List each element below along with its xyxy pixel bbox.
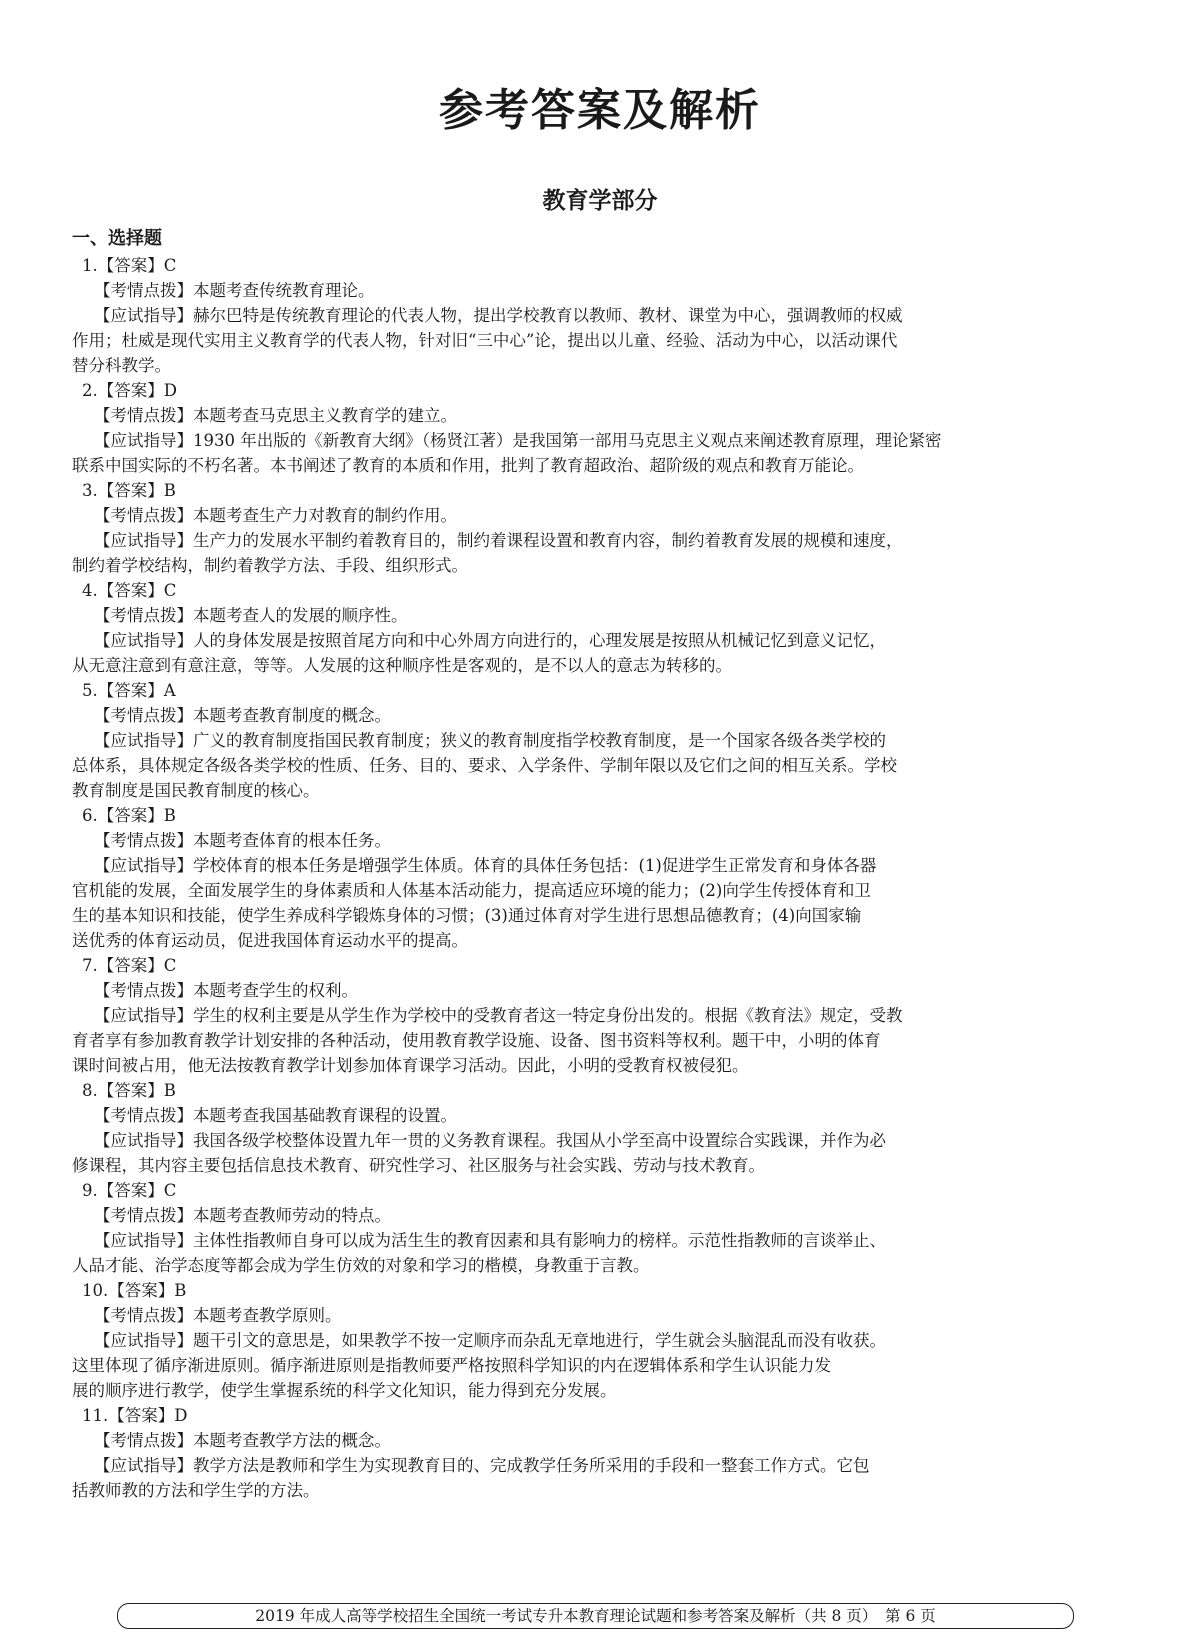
answer-line [72,378,1130,403]
page-footer: 2019 年成人高等学校招生全国统一考试专升本教育理论试题和参考答案及解析（共 8 页） 第 6 页 [117,1603,1074,1629]
guide-line [72,778,1130,803]
guide-text: 作用；杜威是现代实用主义教育学的代表人物，针对旧“三中心”论，提出以儿童、经验、活动为中心，以活动课代 [72,331,898,350]
answer-value: B [163,481,176,500]
answer-value: B [163,1081,176,1100]
answer-value: C [163,956,177,975]
guide-text: 总体系，具体规定各级各类学校的性质、任务、目的、要求、入学条件、学制年限以及它们之间的相互关系。学校 [72,756,897,775]
guide-tag: 【应试指导】 [94,1006,193,1025]
answer-content [72,225,1130,1503]
guide-line [72,528,1130,553]
point-text: 本题考查学生的权利。 [193,981,358,1000]
guide-text: 教学方法是教师和学生为实现教育目的、完成教学任务所采用的手段和一整套工作方式。它包 [193,1456,870,1475]
guide-line [72,1478,1130,1503]
guide-tag: 【应试指导】 [94,631,193,650]
question-number: 8. [82,1081,98,1100]
guide-text: 1930 年出版的《新教育大纲》（杨贤江著）是我国第一部用马克思主义观点来阐述教育原理，理论紧密 [193,431,942,450]
point-tag: 【考情点拨】 [94,1306,193,1325]
guide-text: 教育制度是国民教育制度的核心。 [72,781,320,800]
guide-text: 我国各级学校整体设置九年一贯的义务教育课程。我国从小学至高中设置综合实践课，并作为必 [193,1131,886,1150]
question-item [72,1278,1130,1403]
question-number: 1. [82,256,98,275]
point-line [72,503,1130,528]
point-text: 本题考查教学方法的概念。 [193,1431,391,1450]
guide-line [72,928,1130,953]
guide-text: 生产力的发展水平制约着教育目的，制约着课程设置和教育内容，制约着教育发展的规模和速度， [193,531,903,550]
guide-text: 括教师教的方法和学生学的方法。 [72,1481,320,1500]
point-line [72,1103,1130,1128]
guide-line [72,453,1130,478]
answer-tag: 【答案】 [97,581,164,600]
point-text: 本题考查教学原则。 [193,1306,342,1325]
answer-value: D [163,381,177,400]
point-line [72,1428,1130,1453]
point-tag: 【考情点拨】 [94,606,193,625]
guide-text: 从无意注意到有意注意，等等。人发展的这种顺序性是客观的，是不以人的意志为转移的。 [72,656,732,675]
point-line [72,978,1130,1003]
point-line [72,1303,1130,1328]
section-title: 教育学部分 [542,188,658,214]
guide-tag: 【应试指导】 [94,731,193,750]
guide-line [72,1453,1130,1478]
guide-text: 这里体现了循序渐进原则。循序渐进原则是指教师要严格按照科学知识的内在逻辑体系和学生认识能力发 [72,1356,831,1375]
answer-tag: 【答案】 [97,481,164,500]
answer-tag: 【答案】 [97,1181,164,1200]
guide-text: 展的顺序进行教学，使学生掌握系统的科学文化知识，能力得到充分发展。 [72,1381,617,1400]
question-number: 4. [82,581,98,600]
point-text: 本题考查体育的根本任务。 [193,831,391,850]
guide-line [72,328,1130,353]
guide-text: 主体性指教师自身可以成为活生生的教育因素和具有影响力的榜样。示范性指教师的言谈举止、 [193,1231,886,1250]
answer-line [72,253,1130,278]
point-text: 本题考查马克思主义教育学的建立。 [193,406,457,425]
point-line [72,1203,1130,1228]
answer-value: D [174,1406,188,1425]
answer-tag: 【答案】 [97,681,164,700]
guide-text: 官机能的发展，全面发展学生的身体素质和人体基本活动能力，提高适应环境的能力；(2)向学生传授体育和卫 [72,881,871,900]
question-number: 7. [82,956,98,975]
point-text: 本题考查生产力对教育的制约作用。 [193,506,457,525]
answer-value: C [163,1181,177,1200]
guide-tag: 【应试指导】 [94,531,193,550]
question-number: 9. [82,1181,98,1200]
point-text: 本题考查人的发展的顺序性。 [193,606,408,625]
guide-line [72,1028,1130,1053]
question-item [72,1078,1130,1178]
guide-tag: 【应试指导】 [94,306,193,325]
guide-line [72,1053,1130,1078]
guide-line [72,753,1130,778]
guide-text: 人品才能、治学态度等都会成为学生仿效的对象和学习的楷模，身教重于言教。 [72,1256,650,1275]
answer-line [72,1278,1130,1303]
question-number: 2. [82,381,98,400]
answer-value: C [163,581,177,600]
question-item [72,678,1130,803]
guide-line [72,353,1130,378]
guide-text: 赫尔巴特是传统教育理论的代表人物，提出学校教育以教师、教材、课堂为中心，强调教师的权威 [193,306,903,325]
part-heading: 一、选择题 [72,228,162,249]
guide-tag: 【应试指导】 [94,431,193,450]
point-text: 本题考查教育制度的概念。 [193,706,391,725]
guide-text: 制约着学校结构，制约着教学方法、手段、组织形式。 [72,556,468,575]
guide-line [72,1353,1130,1378]
point-tag: 【考情点拨】 [94,706,193,725]
guide-line [72,553,1130,578]
question-item [72,803,1130,953]
question-item [72,378,1130,478]
guide-line [72,1328,1130,1353]
question-number: 6. [82,806,98,825]
question-item [72,1178,1130,1278]
answer-tag: 【答案】 [97,806,164,825]
guide-line [72,853,1130,878]
guide-text: 学校体育的根本任务是增强学生体质。体育的具体任务包括：(1)促进学生正常发育和身体各器 [193,856,877,875]
answer-value: A [163,681,176,700]
point-tag: 【考情点拨】 [94,406,193,425]
guide-text: 替分科教学。 [72,356,171,375]
answer-line [72,1403,1130,1428]
guide-tag: 【应试指导】 [94,1456,193,1475]
answer-tag: 【答案】 [97,381,164,400]
question-item [72,478,1130,578]
answer-value: B [174,1281,187,1300]
guide-line [72,1003,1130,1028]
point-tag: 【考情点拨】 [94,506,193,525]
point-line [72,278,1130,303]
answer-line [72,953,1130,978]
question-item [72,953,1130,1078]
guide-line [72,1253,1130,1278]
question-number: 5. [82,681,98,700]
guide-line [72,653,1130,678]
guide-tag: 【应试指导】 [94,1331,193,1350]
answer-line [72,803,1130,828]
point-line [72,828,1130,853]
page-title: 参考答案及解析 [439,85,761,136]
guide-text: 生的基本知识和技能，使学生养成科学锻炼身体的习惯；(3)通过体育对学生进行思想品德教育；(4)向国家输 [72,906,862,925]
guide-text: 课时间被占用，他无法按教育教学计划参加体育课学习活动。因此，小明的受教育权被侵犯。 [72,1056,749,1075]
question-item [72,578,1130,678]
answer-line [72,1078,1130,1103]
answer-value: C [163,256,177,275]
answer-tag: 【答案】 [108,1406,175,1425]
point-tag: 【考情点拨】 [94,281,193,300]
guide-tag: 【应试指导】 [94,1231,193,1250]
guide-line [72,728,1130,753]
guide-line [72,1228,1130,1253]
answer-tag: 【答案】 [97,1081,164,1100]
point-text: 本题考查传统教育理论。 [193,281,375,300]
guide-line [72,903,1130,928]
question-number: 3. [82,481,98,500]
guide-line [72,303,1130,328]
point-line [72,403,1130,428]
guide-line [72,1153,1130,1178]
guide-line [72,878,1130,903]
guide-text: 修课程，其内容主要包括信息技术教育、研究性学习、社区服务与社会实践、劳动与技术教育。 [72,1156,765,1175]
answer-line [72,478,1130,503]
answer-line [72,578,1130,603]
answer-value: B [163,806,176,825]
question-item [72,253,1130,378]
guide-text: 题干引文的意思是，如果教学不按一定顺序而杂乱无章地进行，学生就会头脑混乱而没有收获。 [193,1331,886,1350]
guide-line [72,428,1130,453]
point-line [72,603,1130,628]
point-tag: 【考情点拨】 [94,1206,193,1225]
point-line [72,703,1130,728]
guide-text: 送优秀的体育运动员，促进我国体育运动水平的提高。 [72,931,468,950]
point-tag: 【考情点拨】 [94,1431,193,1450]
guide-text: 人的身体发展是按照首尾方向和中心外周方向进行的，心理发展是按照从机械记忆到意义记忆， [193,631,886,650]
guide-line [72,1128,1130,1153]
answer-line [72,678,1130,703]
guide-text: 学生的权利主要是从学生作为学校中的受教育者这一特定身份出发的。根据《教育法》规定，受教 [193,1006,903,1025]
guide-line [72,628,1130,653]
point-text: 本题考查教师劳动的特点。 [193,1206,391,1225]
point-tag: 【考情点拨】 [94,981,193,1000]
guide-tag: 【应试指导】 [94,856,193,875]
guide-line [72,1378,1130,1403]
point-tag: 【考情点拨】 [94,1106,193,1125]
answer-tag: 【答案】 [97,956,164,975]
answer-tag: 【答案】 [108,1281,175,1300]
question-list [72,253,1130,1503]
point-tag: 【考情点拨】 [94,831,193,850]
question-item [72,1403,1130,1503]
guide-text: 联系中国实际的不朽名著。本书阐述了教育的本质和作用，批判了教育超政治、超阶级的观点和教育万能论。 [72,456,864,475]
guide-text: 广义的教育制度指国民教育制度；狭义的教育制度指学校教育制度，是一个国家各级各类学校的 [193,731,886,750]
point-text: 本题考查我国基础教育课程的设置。 [193,1106,457,1125]
guide-tag: 【应试指导】 [94,1131,193,1150]
question-number: 10. [82,1281,109,1300]
answer-tag: 【答案】 [97,256,164,275]
answer-line [72,1178,1130,1203]
question-number: 11. [82,1406,109,1425]
guide-text: 育者享有参加教育教学计划安排的各种活动，使用教育教学设施、设备、图书资料等权利。题干中，小明的体育 [72,1031,881,1050]
